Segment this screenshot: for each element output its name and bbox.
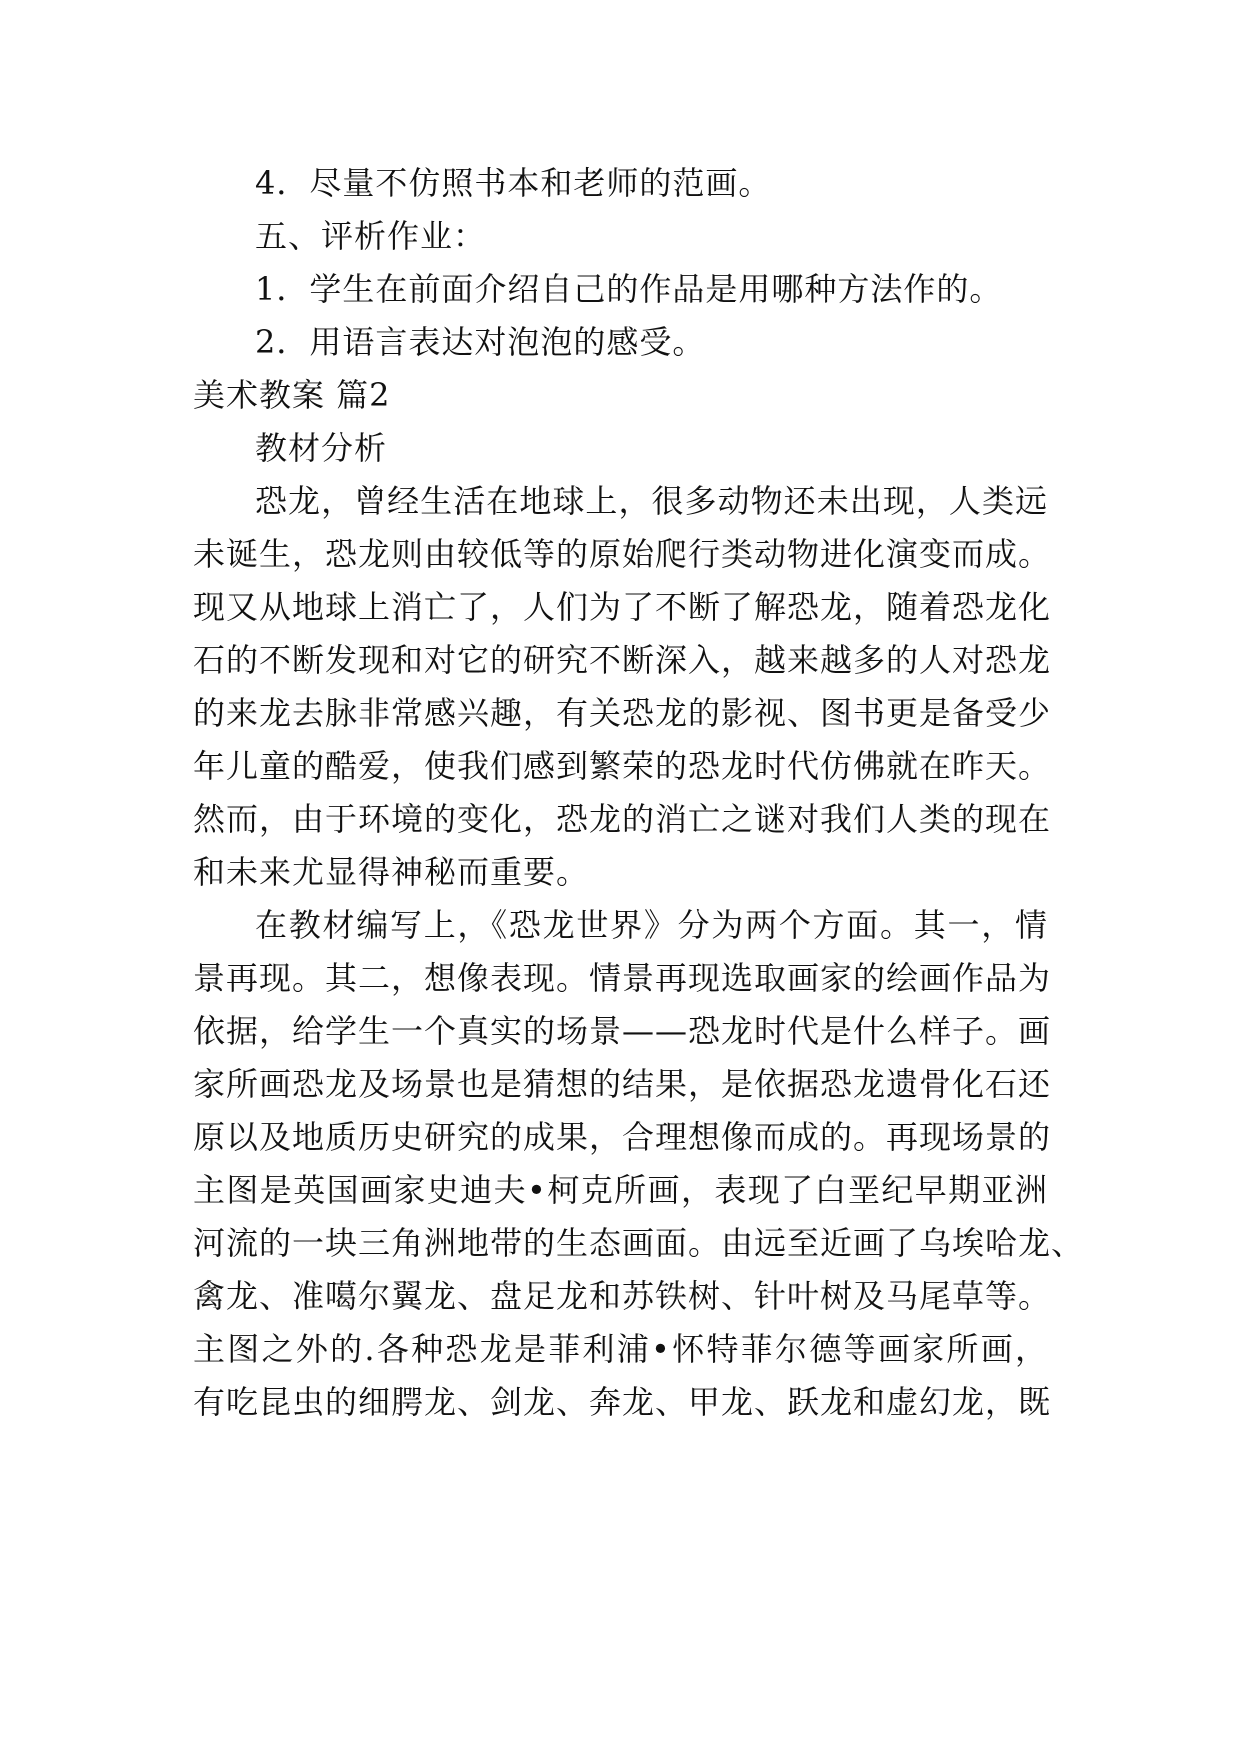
section-title: 美术教案 篇2 xyxy=(193,376,391,414)
heading-evaluate-work: 五、评析作业： xyxy=(255,217,487,255)
list-item-2: 2．用语言表达对泡泡的感受。 xyxy=(255,323,706,361)
paragraph-line: 的来龙去脉非常感兴趣，有关恐龙的影视、图书更是备受少 xyxy=(193,694,1052,732)
paragraph-line: 禽龙、准噶尔翼龙、盘足龙和苏铁树、针叶树及马尾草等。 xyxy=(193,1277,1052,1315)
paragraph-line: 主图是英国画家史迪夫•柯克所画，表现了白垩纪早期亚洲 xyxy=(193,1171,1048,1209)
paragraph-line: 年儿童的酷爱，使我们感到繁荣的恐龙时代仿佛就在昨天。 xyxy=(193,747,1052,785)
paragraph-line: 恐龙，曾经生活在地球上，很多动物还未出现，人类远 xyxy=(255,482,1048,520)
paragraph-line: 河流的一块三角洲地带的生态画面。由远至近画了乌埃哈龙、 xyxy=(193,1224,1085,1262)
paragraph-line: 现又从地球上消亡了，人们为了不断了解恐龙，随着恐龙化 xyxy=(193,588,1052,626)
paragraph-line: 主图之外的.各种恐龙是菲利浦•怀特菲尔德等画家所画， xyxy=(193,1330,1048,1368)
paragraph-line: 有吃昆虫的细腭龙、剑龙、奔龙、甲龙、跃龙和虚幻龙，既 xyxy=(193,1383,1052,1421)
paragraph-line: 然而，由于环境的变化，恐龙的消亡之谜对我们人类的现在 xyxy=(193,800,1052,838)
subheading: 教材分析 xyxy=(255,429,388,467)
paragraph-line: 未诞生，恐龙则由较低等的原始爬行类动物进化演变而成。 xyxy=(193,535,1052,573)
paragraph-line: 和未来尤显得神秘而重要。 xyxy=(193,853,590,891)
paragraph-line: 家所画恐龙及场景也是猜想的结果，是依据恐龙遗骨化石还 xyxy=(193,1065,1052,1103)
paragraph-line: 景再现。其二，想像表现。情景再现选取画家的绘画作品为 xyxy=(193,959,1052,997)
paragraph-line: 原以及地质历史研究的成果，合理想像而成的。再现场景的 xyxy=(193,1118,1052,1156)
list-item-1: 1．学生在前面介绍自己的作品是用哪种方法作的。 xyxy=(255,270,1003,308)
paragraph-line: 依据，给学生一个真实的场景——恐龙时代是什么样子。画 xyxy=(193,1012,1052,1050)
paragraph-line: 石的不断发现和对它的研究不断深入，越来越多的人对恐龙 xyxy=(193,641,1052,679)
list-item-4: 4．尽量不仿照书本和老师的范画。 xyxy=(255,164,772,202)
paragraph-line: 在教材编写上，《恐龙世界》分为两个方面。其一，情 xyxy=(255,906,1048,944)
